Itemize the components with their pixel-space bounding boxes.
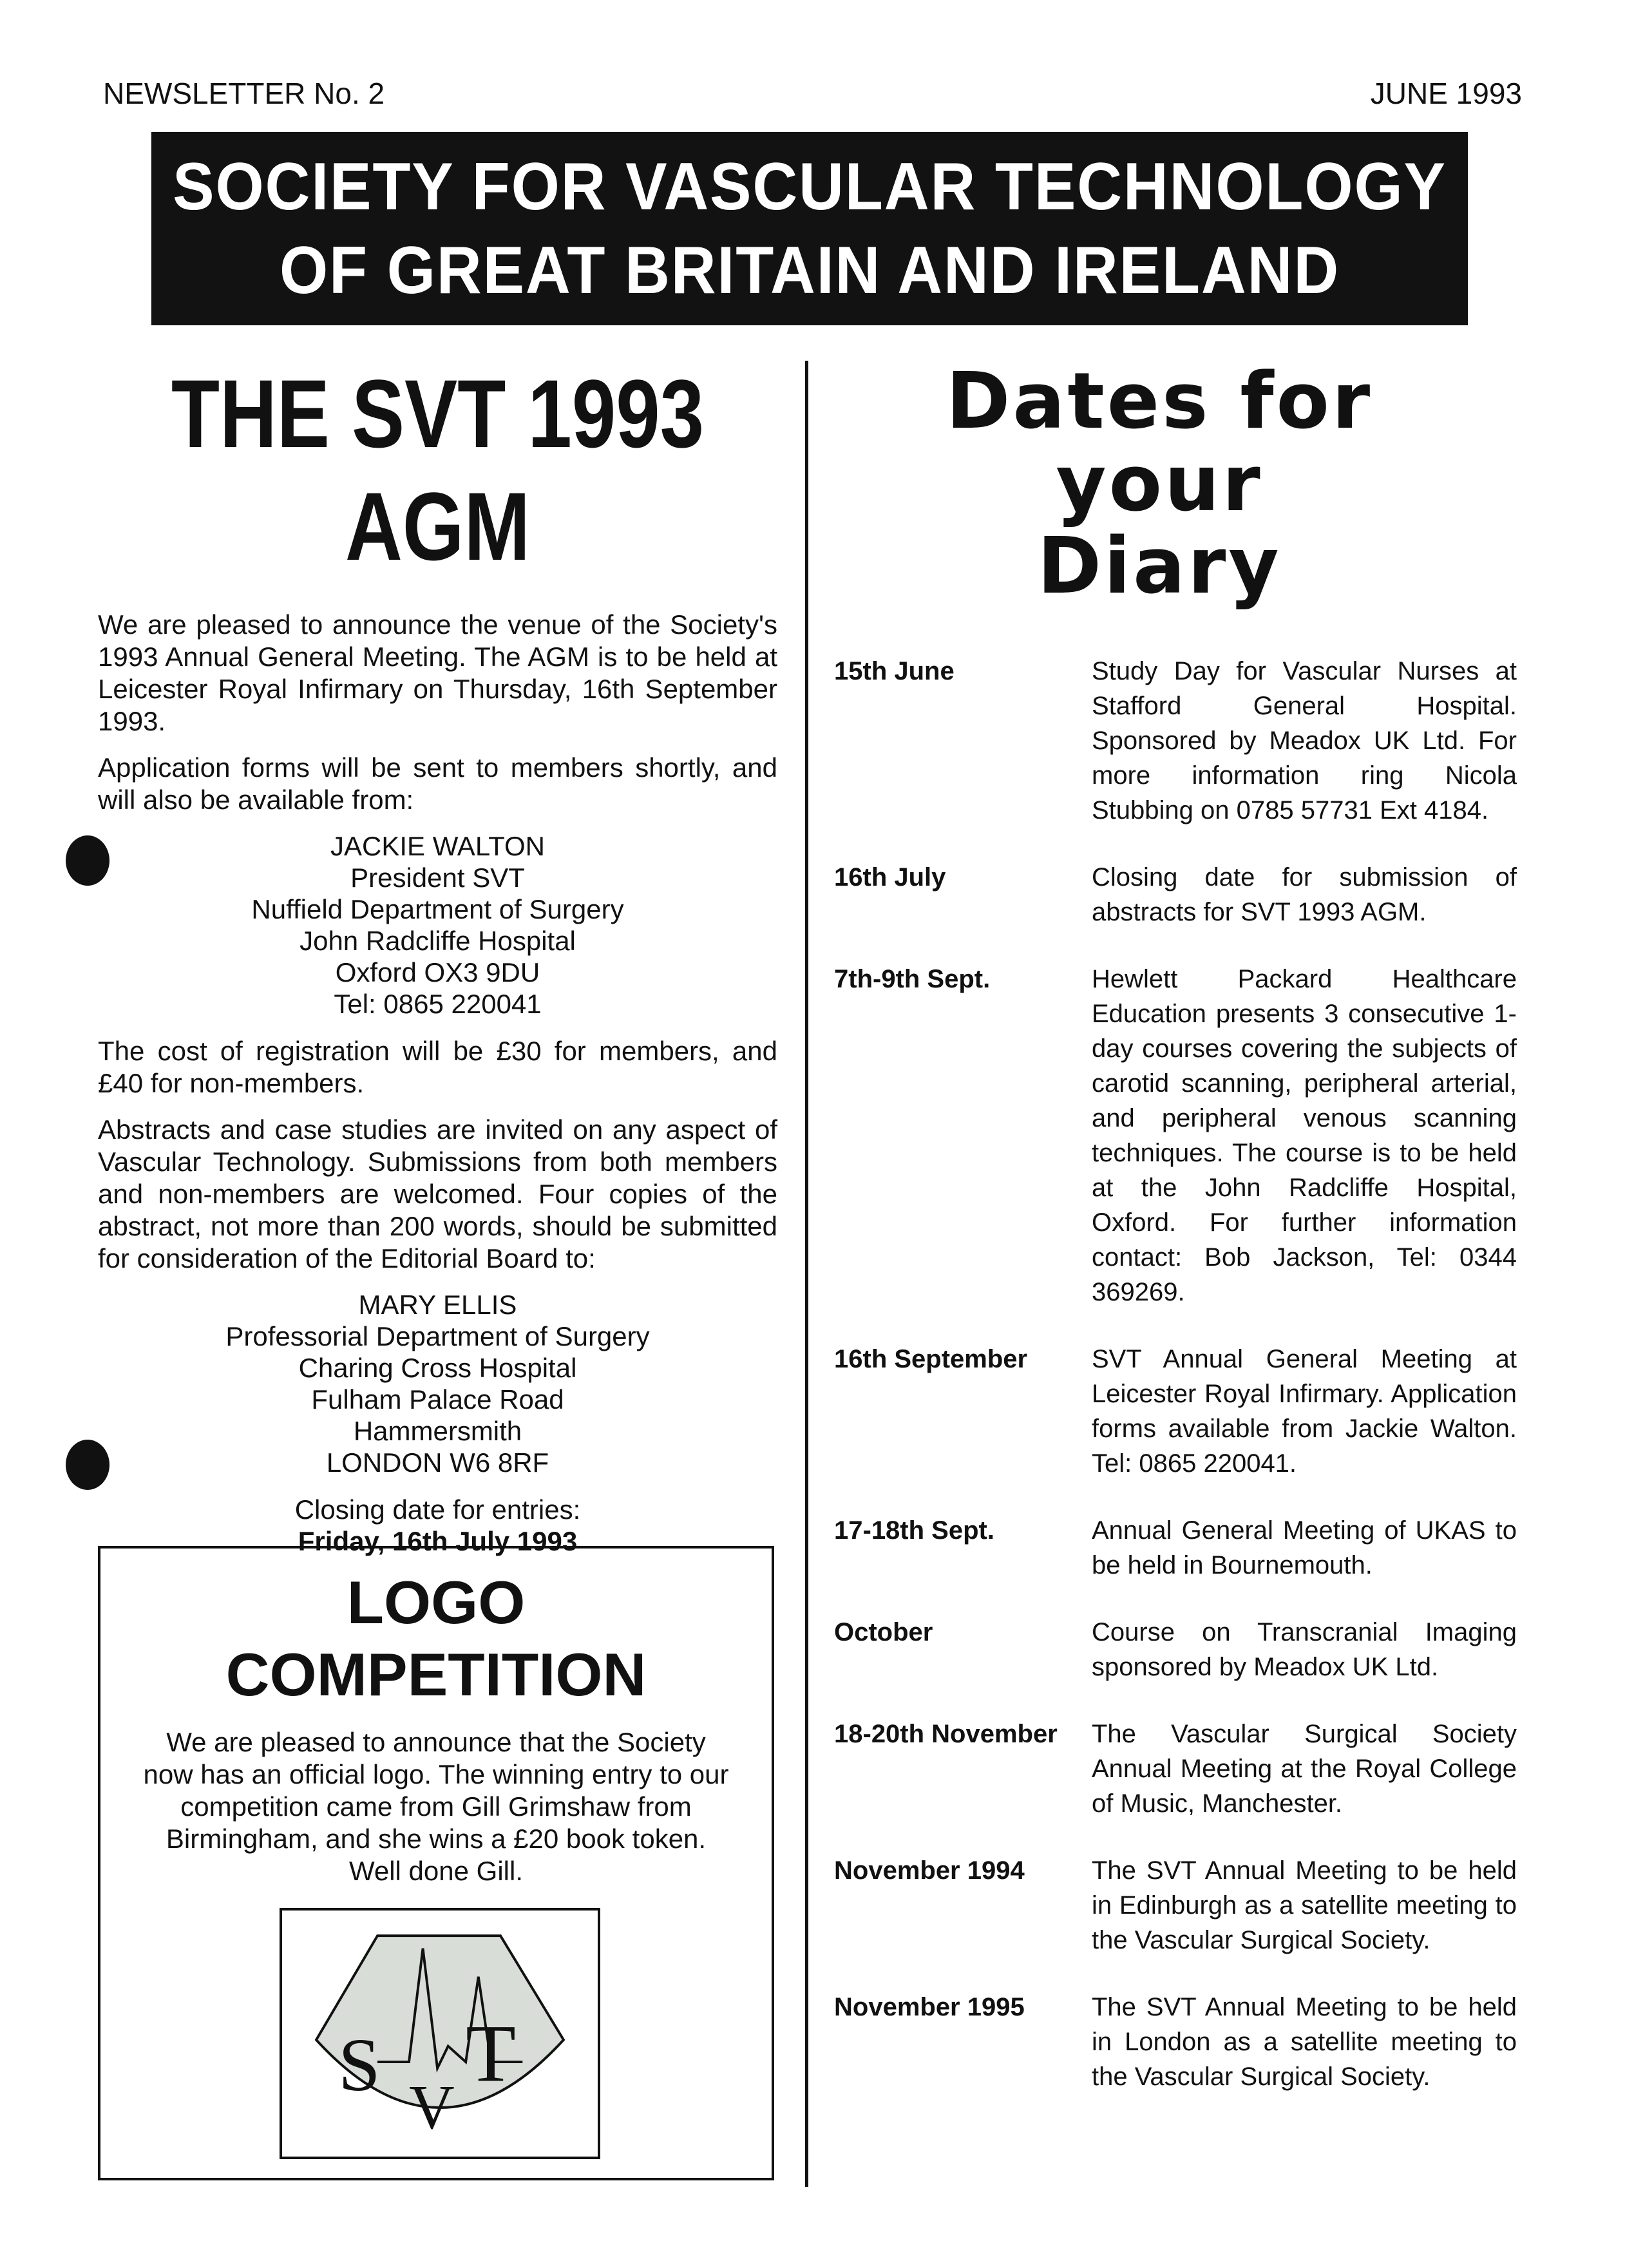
contact-address-walton: JACKIE WALTON President SVT Nuffield Department of Surgery John Radcliffe Hospital Oxford OX3 9DU Tel: 0865 220041 xyxy=(251,831,624,1019)
diary-headline: Dates for your Diary xyxy=(946,357,1373,611)
diary-entry xyxy=(834,1717,1517,1821)
entry-description: Annual General Meeting of UKAS to be held in Bournemouth. xyxy=(1092,1516,1517,1579)
closing-date: Friday, 16th July 1993 xyxy=(298,1526,578,1556)
diary-entries xyxy=(834,654,1517,2126)
banner-line-1: SOCIETY FOR VASCULAR TECHNOLOGY xyxy=(173,149,1447,224)
entry-date: 16th September xyxy=(834,1345,1028,1373)
entry-date: October xyxy=(834,1618,933,1646)
forms-note: Application forms will be sent to members shortly, and will also be available from: xyxy=(98,752,777,815)
diary-entry xyxy=(834,1342,1517,1481)
diary-entry xyxy=(834,654,1517,828)
column-divider xyxy=(805,361,808,2187)
diary-entry xyxy=(834,1853,1517,1958)
entry-date: 18-20th November xyxy=(834,1720,1058,1748)
diary-entry xyxy=(834,1513,1517,1583)
logo-letter-v: V xyxy=(409,2072,455,2142)
svt-logo-graphic xyxy=(282,1911,598,2157)
entry-date: 15th June xyxy=(834,657,955,685)
society-banner xyxy=(151,132,1468,325)
entry-description: Hewlett Packard Healthcare Education presents 3 consecutive 1-day courses covering the subjects of carotid scanning, peripheral arterial, and peripheral venous scanning techniques. The course is to be held at the John Radcliffe Hospital, Oxford. For further information contact: Bob Jackson, Tel: 0344 369269. xyxy=(1092,965,1517,1306)
agm-headline: THE SVT 1993 AGM xyxy=(171,359,705,580)
registration-cost: The cost of registration will be £30 for members, and £40 for non-members. xyxy=(98,1036,777,1098)
agm-intro: We are pleased to announce the venue of the Society's 1993 Annual General Meeting. The AGM is to be held at Leicester Royal Infirmary on Thursday, 16th September 1993. xyxy=(98,609,777,736)
contact-address-ellis: MARY ELLIS Professorial Department of Surgery Charing Cross Hospital Fulham Palace Road Hammersmith LONDON W6 8RF xyxy=(225,1290,650,1478)
entry-date: November 1995 xyxy=(834,1993,1025,2021)
entry-date: 7th-9th Sept. xyxy=(834,965,991,993)
entry-date: 17-18th Sept. xyxy=(834,1516,994,1545)
entry-date: November 1994 xyxy=(834,1856,1025,1885)
logo-letter-t: T xyxy=(466,2008,516,2099)
entry-description: Closing date for submission of abstracts for SVT 1993 AGM. xyxy=(1092,863,1517,926)
issue-date: JUNE 1993 xyxy=(1370,77,1522,110)
entry-description: Course on Transcranial Imaging sponsored by Meadox UK Ltd. xyxy=(1092,1618,1517,1681)
diary-entry xyxy=(834,860,1517,929)
banner-line-2: OF GREAT BRITAIN AND IRELAND xyxy=(279,233,1340,308)
closing-label: Closing date for entries: xyxy=(294,1494,581,1525)
entry-description: Study Day for Vascular Nurses at Stafford General Hospital. Sponsored by Meadox UK Ltd. For more information ring Nicola Stubbing on 0785 57731 Ext 4184. xyxy=(1092,657,1517,824)
diary-entry xyxy=(834,1615,1517,1684)
entry-description: The SVT Annual Meeting to be held in London as a satellite meeting to the Vascular Surgical Society. xyxy=(1092,1993,1517,2091)
newsletter-number: NEWSLETTER No. 2 xyxy=(103,77,385,110)
diary-entry xyxy=(834,1990,1517,2094)
entry-date: 16th July xyxy=(834,863,946,891)
agm-article xyxy=(98,357,777,1572)
logo-competition-box xyxy=(98,1546,774,2180)
logo-competition-text: We are pleased to announce that the Society now has an official logo. The winning entry to our competition came from Gill Grimshaw from Birmingham, and she wins a £20 book token. Well done Gill. xyxy=(143,1727,729,1886)
svt-logo xyxy=(280,1908,600,2159)
masthead-line xyxy=(103,76,1522,111)
entry-description: The Vascular Surgical Society Annual Meeting at the Royal College of Music, Manchester. xyxy=(1092,1720,1517,1818)
abstracts-call: Abstracts and case studies are invited on any aspect of Vascular Technology. Submissions from both members and non-members are welcomed. Four copies of the abstract, not more than 200 words, should be submitted for consideration of the Editorial Board to: xyxy=(98,1114,777,1273)
diary-entry xyxy=(834,962,1517,1310)
logo-letter-s: S xyxy=(338,2023,381,2108)
logo-competition-title: LOGO COMPETITION xyxy=(225,1568,647,1708)
entry-description: The SVT Annual Meeting to be held in Edinburgh as a satellite meeting to the Vascular Surgical Society. xyxy=(1092,1856,1517,1954)
entry-description: SVT Annual General Meeting at Leicester Royal Infirmary. Application forms available from Jackie Walton. Tel: 0865 220041. xyxy=(1092,1345,1517,1478)
